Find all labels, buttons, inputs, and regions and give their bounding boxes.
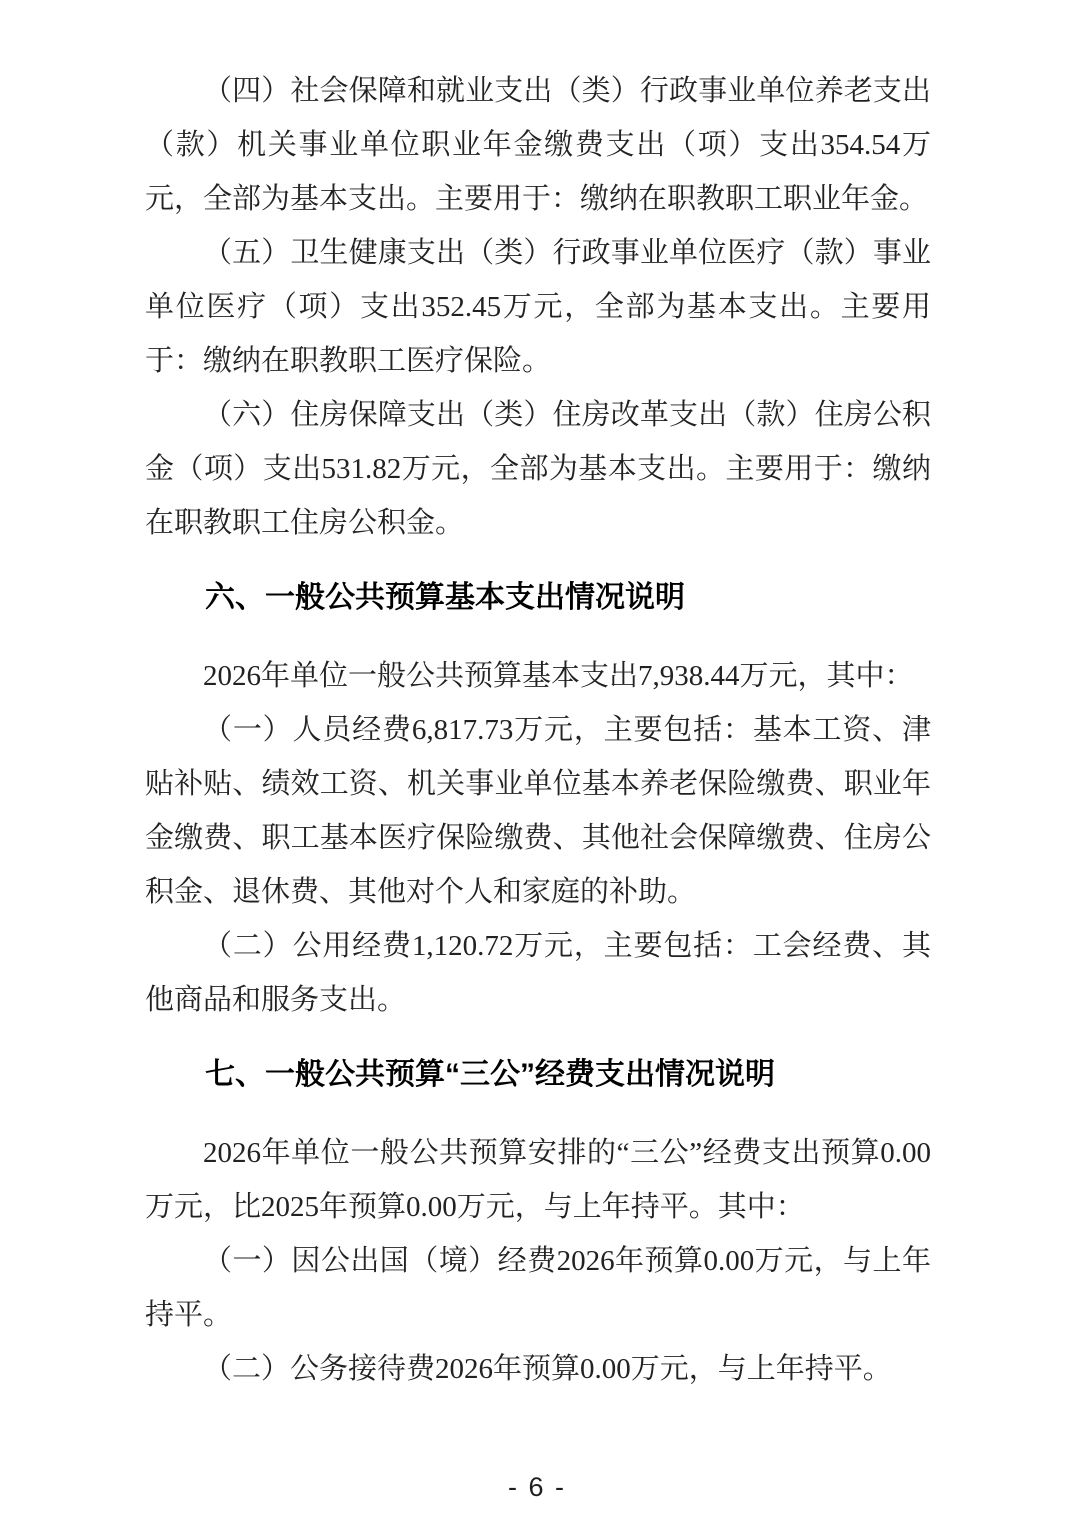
document-body	[145, 64, 931, 1396]
section-heading-six-basic-expenditure: 六、一般公共预算基本支出情况说明	[205, 581, 685, 614]
paragraph-official-reception-funds: （二）公务接待费2026年预算0.00万元，与上年持平。	[203, 1353, 892, 1385]
paragraph-social-security-pension: （四）社会保障和就业支出（类）行政事业单位养老支出（款）机关事业单位职业年金缴费支出（项）支出354.54万元，全部为基本支出。主要用于：缴纳在职教职工职业年金。	[145, 75, 931, 215]
paragraph-overseas-travel-funds: （一）因公出国（境）经费2026年预算0.00万元，与上年持平。	[145, 1245, 931, 1331]
paragraph-basic-expenditure-total: 2026年单位一般公共预算基本支出7,938.44万元，其中：	[203, 660, 914, 692]
paragraph-housing-expenditure: （六）住房保障支出（类）住房改革支出（款）住房公积金（项）支出531.82万元，全部为基本支出。主要用于：缴纳在职教职工住房公积金。	[145, 399, 931, 539]
paragraph-public-funds: （二）公用经费1,120.72万元，主要包括：工会经费、其他商品和服务支出。	[145, 930, 931, 1016]
paragraph-personnel-funds: （一）人员经费6,817.73万元，主要包括：基本工资、津贴补贴、绩效工资、机关事业单位基本养老保险缴费、职业年金缴费、职工基本医疗保险缴费、其他社会保障缴费、住房公积金、退休费、其他对个人和家庭的补助。	[145, 714, 931, 908]
page-number: - 6 -	[507, 1472, 566, 1502]
section-heading-seven-three-public-funds: 七、一般公共预算“三公”经费支出情况说明	[205, 1058, 775, 1091]
paragraph-health-expenditure: （五）卫生健康支出（类）行政事业单位医疗（款）事业单位医疗（项）支出352.45万元，全部为基本支出。主要用于：缴纳在职教职工医疗保险。	[145, 237, 931, 377]
paragraph-three-public-budget-total: 2026年单位一般公共预算安排的“三公”经费支出预算0.00万元，比2025年预算0.00万元，与上年持平。其中：	[145, 1137, 931, 1223]
